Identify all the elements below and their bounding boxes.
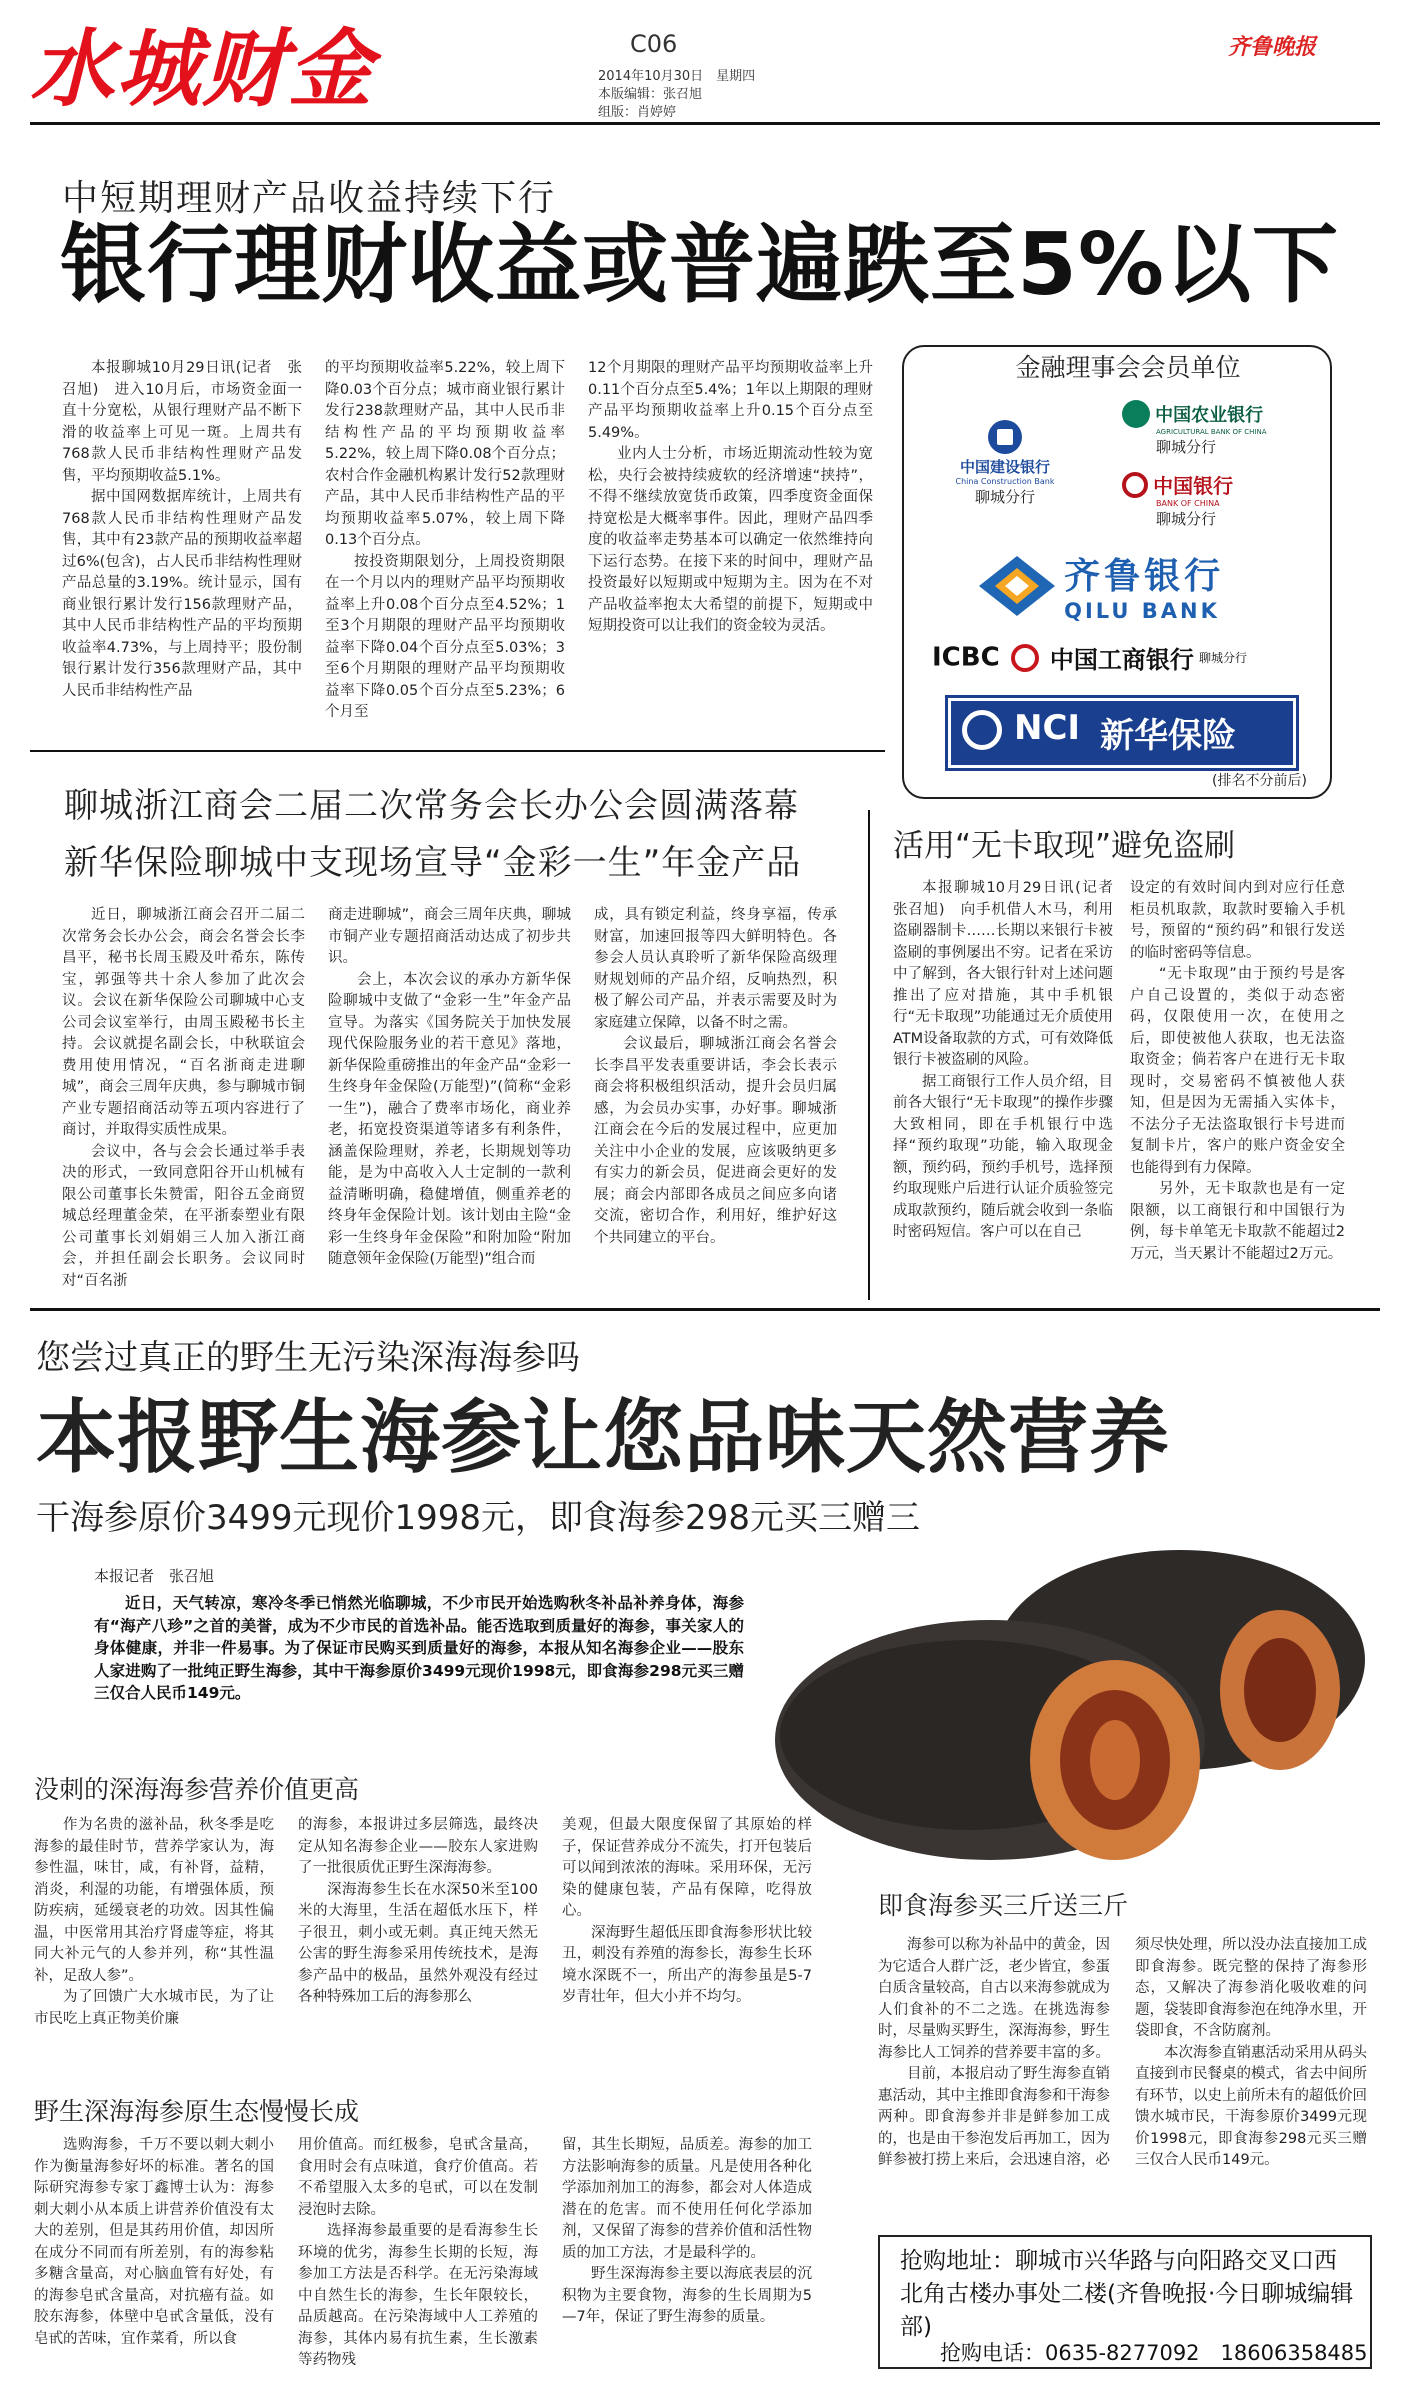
paragraph: 为了回馈广大水城市民，为了让市民吃上真正物美价廉 <box>34 1989 274 2027</box>
story2-column-2 <box>328 905 571 1295</box>
paragraph: 深海野生超低压即食海参形状比较丑，刺没有养殖的海参长，海参生长环境水深既不一，所出产的海参虽是5-7岁青壮年，但大小并不均匀。 <box>562 1924 812 2005</box>
qilu-emblem-icon <box>975 552 1059 620</box>
paragraph: 选购海参，千万不要以刺大刺小作为衡量海参好坏的标准。著名的国际研究海参专家丁鑫博士认为：海参刺大刺小从本质上讲营养价值没有太大的差别，但是其药用价值，却因所在成分不同而有所差别，有的海参粘多糖含量高，对心脑血管有好处，有的海参皂甙含量高，对抗癌有益。如胶东海参，体壁中皂甙含量低，没有皂甙的苦味，宜作菜肴，所以食 <box>34 2137 274 2347</box>
paragraph: 深海海参生长在水深50米至100米的大海里，生活在超低水压下，样子很丑，刺小或无刺。真正纯天然无公害的野生海参采用传统技术，是海参产品中的极品，虽然外观没有经过各种特殊加工后的海参那么 <box>298 1881 538 2005</box>
paragraph: 据工商银行工作人员介绍，目前各大银行“无卡取现”的操作步骤大致相同，即在手机银行中选择“预约取现”功能，输入取现金额，预约码，预约手机号，选择预约取现账户后进行认证介质验签完成取款预约，随后就会收到一条临时密码短信。客户可以在自己 <box>893 1073 1113 1240</box>
paragraph: 的海参，本报讲过多层筛选，最终决定从知名海参企业——胶东人家进购了一批很质优正野生深海海参。 <box>298 1817 538 1876</box>
contact-address-label: 抢购地址： <box>900 2248 1015 2274</box>
abc-english: AGRICULTURAL BANK OF CHINA <box>1156 428 1267 436</box>
story1-column-1 <box>62 358 302 736</box>
qilu-english: QILU BANK <box>1064 599 1220 623</box>
contact-box <box>878 2235 1372 2369</box>
icbc-branch: 聊城分行 <box>1198 651 1247 665</box>
story2-headline-1: 聊城浙江商会二届二次常务会长办公会圆满落幕 <box>64 786 799 826</box>
icbc-english: ICBC <box>932 642 1000 673</box>
paragraph: 本报聊城10月29日讯(记者 张召旭) 进入10月后，市场资金面一直十分宽松，从银行理财产品不断下滑的收益率上可见一斑。上周共有768款人民币非结构性理财产品发售，平均预期收益5.1%。 <box>62 360 302 484</box>
boc-emblem-icon <box>1122 472 1148 498</box>
issue-date: 2014年10月30日 星期四 <box>598 69 756 84</box>
paragraph: 美观，但最大限度保留了其原始的样子，保证营养成分不流失，打开包装后可以闻到浓浓的海味。采用环保，无污染的健康包装，产品有保障，吃得放心。 <box>562 1817 812 1919</box>
boc-english: BANK OF CHINA <box>1156 499 1220 508</box>
masthead-title: 水城财金 <box>30 20 375 118</box>
photo-caption: 即食海参买三斤送三斤 <box>878 1891 1129 1920</box>
paragraph: 商走进聊城”，商会三周年庆典，聊城市铜产业专题招商活动达成了初步共识。 <box>328 907 571 966</box>
paragraph: 用价值高。而红极参，皂甙含量高，食用时会有点味道，食疗价值高。若不希望服入太多的皂甙，可以在发制浸泡时去除。 <box>298 2137 538 2218</box>
contact-address-line <box>900 2245 1355 2344</box>
contact-phone-label: 抢购电话： <box>940 2341 1045 2365</box>
paragraph: 目前，本报启动了野生海参直销惠活动，其中主推即食海参和干海参两种。即食海参并非是鲜参加工成的，也是由干参泡发后再加工，因为鲜参被打捞上来后，会迅速自溶，必 <box>878 2066 1110 2168</box>
paragraph: 会议最后，聊城浙江商会名誉会长李昌平发表重要讲话，李会长表示商会将积极组织活动，提升会员归属感，为会员办实事，办好事。聊城浙江商会在今后的发展过程中，应更加关注中小企业的发展，应该吸纳更多有实力的新会员，促进商会更好的发展；商会内部即各成员之间应多向诸交流，密切合作，利用好，维护好这个共同建立的平台。 <box>594 1036 837 1246</box>
icbc-logo <box>932 640 1312 675</box>
section-2-column-1 <box>34 2135 274 2375</box>
story2-column-3 <box>594 905 837 1295</box>
paragraph: 作为名贵的滋补品，秋冬季是吃海参的最佳时节，营养学家认为，海参性温，味甘，咸，有补肾，益精，消炎，利湿的功能，有增强体质，预防疾病，延缓衰老的功效。因其性偏温，中医常用其治疗肾虚等症，将其同大补元气的人参并列，称“其性温补，足敌人参”。 <box>34 1817 274 1984</box>
paragraph: 本报聊城10月29日讯(记者 张召旭) 向手机借人木马，利用盗刷器制卡……长期以来银行卡被盗刷的事例屡出不穷。记者在采访中了解到，各大银行针对上述问题推出了应对措施，其中手机银行“无卡取现”功能通过无介质使用ATM设备取款的方式，可有效降低银行卡被盗刷的风险。 <box>893 880 1128 1068</box>
section-1-title: 没刺的深海海参营养价值更高 <box>34 1775 360 1804</box>
story4-headline: 本报野生海参让您品味天然营养 <box>36 1391 1170 1484</box>
abc-branch: 聊城分行 <box>1156 438 1217 456</box>
story2-column-1 <box>62 905 305 1295</box>
newspaper-brand: 齐鲁晚报 <box>1228 34 1317 60</box>
story2-headline-2: 新华保险聊城中支现场宣导“金彩一生”年金产品 <box>64 843 802 883</box>
section-2-title: 野生深海海参原生态慢慢长成 <box>34 2097 360 2126</box>
ccb-logo <box>930 420 1080 507</box>
layout-credit: 组版：肖婷婷 <box>598 105 677 120</box>
sea-cucumber-photo <box>760 1540 1380 1870</box>
paragraph: 按投资期限划分，上周投资期限在一个月以内的理财产品平均预期收益率上升0.08个百分点至4.52%；1至3个月期限的理财产品平均预期收益率下降0.04个百分点至5.03%；3至6个月期限的理财产品平均预期收益率下降0.05个百分点至5.23%；6个月至 <box>325 553 565 720</box>
paragraph: 会议中，各与会会长通过举手表决的形式，一致同意阳谷开山机械有限公司董事长朱赞雷，阳谷五金商贸城总经理董金荣，在平浙泰塑业有限公司董事长刘娟娟三人加入浙江商会，并担任副会长职务。会议同时对“百名浙 <box>62 1143 305 1289</box>
section-1-column-2 <box>298 1815 538 2073</box>
abc-logo <box>1122 400 1322 457</box>
story4-intro <box>94 1592 744 1732</box>
paragraph: 的平均预期收益率5.22%，较上周下降0.03个百分点；城市商业银行累计发行238款理财产品，其中人民币非结构性产品的平均预期收益率5.22%，较上周下降0.08个百分点；农村合作金融机构累计发行52款理财产品，其中人民币非结构性产品的平均预期收益率5.07%，较上周下降0.13个百分点。 <box>325 360 565 548</box>
section-2-column-2 <box>298 2135 538 2375</box>
nci-english: NCI <box>1014 708 1081 748</box>
story3-headline: 活用“无卡取现”避免盗刷 <box>893 828 1236 864</box>
nci-emblem-icon <box>962 710 1002 750</box>
paragraph: 留，其生长期短，品质差。海参的加工方法影响海参的质量。凡是使用各种化学添加剂加工的海参，都会对人体造成潜在的危害。而不使用任何化学添加剂，又保留了海参的营养价值和活性物质的加工方法，才是最科学的。 <box>562 2137 812 2261</box>
icbc-name: 中国工商银行 <box>1049 646 1194 674</box>
column-divider <box>868 810 870 1300</box>
paragraph: 海参可以称为补品中的黄金，因为它适合人群广泛，老少皆宜，参蛋白质含量较高，自古以来海参就成为人们食补的不二之选。在挑选海参时，尽量购买野生，深海海参，野生海参比人工饲养的营养要丰富的多。 <box>878 1937 1110 2061</box>
contact-phone: 0635-8277092 18606358485 <box>1045 2341 1368 2365</box>
icbc-emblem-icon <box>1011 644 1039 672</box>
header-rule <box>30 122 1380 125</box>
paragraph: 12个月期限的理财产品平均预期收益率上升0.11个百分点至5.4%；1年以上期限的理财产品平均预期收益率上升0.15个百分点至5.49%。 <box>588 360 873 441</box>
ranking-note: (排名不分前后) <box>1212 773 1307 789</box>
ccb-emblem-icon <box>988 420 1022 454</box>
member-panel-title: 金融理事会会员单位 <box>1002 348 1254 384</box>
page-meta <box>598 68 755 122</box>
section-1-column-3 <box>562 1815 812 2073</box>
boc-logo <box>1122 470 1322 529</box>
section-2-column-3 <box>562 2135 812 2375</box>
paragraph: 据中国网数据库统计，上周共有768款人民币非结构性理财产品发售，其中有23款产品的预期收益率超过6%(包含)，占人民币非结构性理财产品总量的3.19%。统计显示，国有商业银行累计发行156款理财产品，其中人民币非结构性产品的平均预期收益率4.73%，与上周持平；股份制银行累计发行356款理财产品，其中人民币非结构性产品 <box>62 489 302 699</box>
section-1-column-1 <box>34 1815 274 2073</box>
paragraph: 近日，天气转凉，寒冷冬季已悄然光临聊城，不少市民开始选购秋冬补品补养身体，海参有“海产八珍”之首的美誉，成为不少市民的首选补品。能否选取到质量好的海参，事关家人的身体健康，并非一件易事。为了保证市民购买到质量好的海参，本报从知名海参企业——股东人家进购了一批纯正野生海参，其中干海参原价3499元现价1998元，即食海参298元买三赠三仅合人民币149元。 <box>94 1594 744 1702</box>
nci-name: 新华保险 <box>1100 716 1236 756</box>
paragraph: 本次海参直销惠活动采用从码头直接到市民餐桌的模式，省去中间所有环节，以史上前所未有的超低价回馈水城市民，干海参原价3499元现价1998元，即食海参298元买三赠三仅合人民币149元。 <box>1135 2044 1367 2168</box>
divider <box>30 750 885 752</box>
story1-column-2 <box>325 358 565 736</box>
ccb-name: 中国建设银行 <box>959 458 1050 476</box>
paragraph: 会上，本次会议的承办方新华保险聊城中支做了“金彩一生”年金产品宣导。为落实《国务院关于加快发展现代保险服务业的若干意见》落地，新华保险重磅推出的年金产品“金彩一生终身年金保险(万能型)”(简称“金彩一生”)，融合了费率市场化，商业养老，拓宽投资渠道等诸多有利条件，涵盖保险理财，养老，长期规划等功能，是为中高收入人士定制的一款利益清晰明确，稳健增值，侧重养老的终身年金保险计划。该计划由主险“金彩一生终身年金保险”和附加险“附加随意领年金保险(万能型)”组合而 <box>328 971 571 1267</box>
paragraph: 野生深海海参主要以海底表层的沉积物为主要食物，海参的生长周期为5—7年，保证了野生海参的质量。 <box>562 2266 812 2325</box>
nci-logo <box>945 695 1299 771</box>
boc-branch: 聊城分行 <box>1156 510 1217 528</box>
page-number: C06 <box>630 30 678 58</box>
qilu-name: 齐鲁银行 <box>1064 556 1225 597</box>
paragraph: 成，具有锁定利益，终身享福，传承财富，加速回报等四大鲜明特色。各参会人员认真聆听了新华保险高级理财规划师的产品介绍，反响热烈，积极了解公司产品，并表示需要及时为家庭建立保障，以备不时之需。 <box>594 907 837 1031</box>
paragraph: “无卡取现”由于预约号是客户自己设置的，类似于动态密码，仅限使用一次，在使用之后，即使被他人获取，也无法盗取资金；倘若客户在进行无卡取现时，交易密码不慎被他人获知，但是因为无需插入实体卡，不法分子无法盗取银行卡号进而复制卡片，客户的账户资金安全也能得到有力保障。 <box>1130 966 1345 1176</box>
paragraph: 须尽快处理，所以没办法直接加工成即食海参。既完整的保持了海参形态，又解决了海参消化吸收难的问题，袋装即食海参泡在纯净水里，开袋即食，不含防腐剂。 <box>1135 1937 1367 2039</box>
paragraph: 业内人士分析，市场近期流动性较为宽松，央行会被持续疲软的经济增速“挟持”，不得不继续放宽货币政策，四季度资金面保持宽松是大概率事件。因此，理财产品四季度的收益率走势基本可以确定一依然维持向下运行态势。在接下来的时间中，理财产品投资最好以短期或中短期为主。因为在不对产品收益率抱太大希望的前提下，短期或中短期投资可以让我们的资金较为灵活。 <box>588 446 873 634</box>
paragraph: 近日，聊城浙江商会召开二届二次常务会长办公会，商会名誉会长李昌平，秘书长周玉殿及叶希东，陈传宝，郭强等共十余人参加了此次会议。会议在新华保险公司聊城中心支公司会议室举行，由周玉殿秘书长主持。会议就提名副会长，中秋联谊会费用使用情况，“百名浙商走进聊城”，商会三周年庆典，参与聊城市铜产业专题招商活动等五项内容进行了商讨，并取得实质性成果。 <box>62 907 305 1138</box>
right-column-1 <box>878 1935 1110 2225</box>
story1-kicker: 中短期理财产品收益持续下行 <box>62 178 557 219</box>
story1-column-3 <box>588 358 873 736</box>
contact-phone-line <box>940 2337 1368 2367</box>
story4-subhead: 干海参原价3499元现价1998元，即食海参298元买三赠三 <box>36 1498 920 1538</box>
contact-address: 聊城市兴华路与向阳路交叉口西北角古楼办事处二楼(齐鲁晚报·今日聊城编辑部) <box>900 2248 1354 2340</box>
story1-headline: 银行理财收益或普遍跌至5%以下 <box>60 215 1340 315</box>
ccb-branch: 聊城分行 <box>974 488 1035 506</box>
boc-name: 中国银行 <box>1153 474 1234 498</box>
abc-name: 中国农业银行 <box>1155 405 1264 426</box>
right-column-2 <box>1135 1935 1367 2225</box>
qilu-bank-logo <box>975 548 1275 623</box>
section-rule <box>30 1308 1380 1311</box>
editor-credit: 本版编辑：张召旭 <box>598 87 703 102</box>
paragraph: 选择海参最重要的是看海参生长环境的优劣，海参生长期的长短，海参加工方法是否科学。在无污染海域中自然生长的海参，生长年限较长，品质越高。在污染海域中人工养殖的海参，其体内易有抗生素，生长激素等药物残 <box>298 2223 538 2368</box>
story4-kicker: 您尝过真正的野生无污染深海海参吗 <box>36 1338 580 1378</box>
ccb-english: China Construction Bank <box>955 477 1055 486</box>
story4-byline: 本报记者 张召旭 <box>94 1567 215 1585</box>
paragraph: 设定的有效时间内到对应行任意柜员机取款，取款时要输入手机号，预留的“预约码”和银行发送的临时密码等信息。 <box>1130 880 1345 961</box>
abc-emblem-icon <box>1122 400 1150 428</box>
story3-column-2 <box>1130 878 1345 1296</box>
story3-column-1 <box>893 878 1128 1296</box>
paragraph: 另外，无卡取款也是有一定限额，以工商银行和中国银行为例，每卡单笔无卡取款不能超过2万元，当天累计不能超过2万元。 <box>1130 1181 1345 1262</box>
